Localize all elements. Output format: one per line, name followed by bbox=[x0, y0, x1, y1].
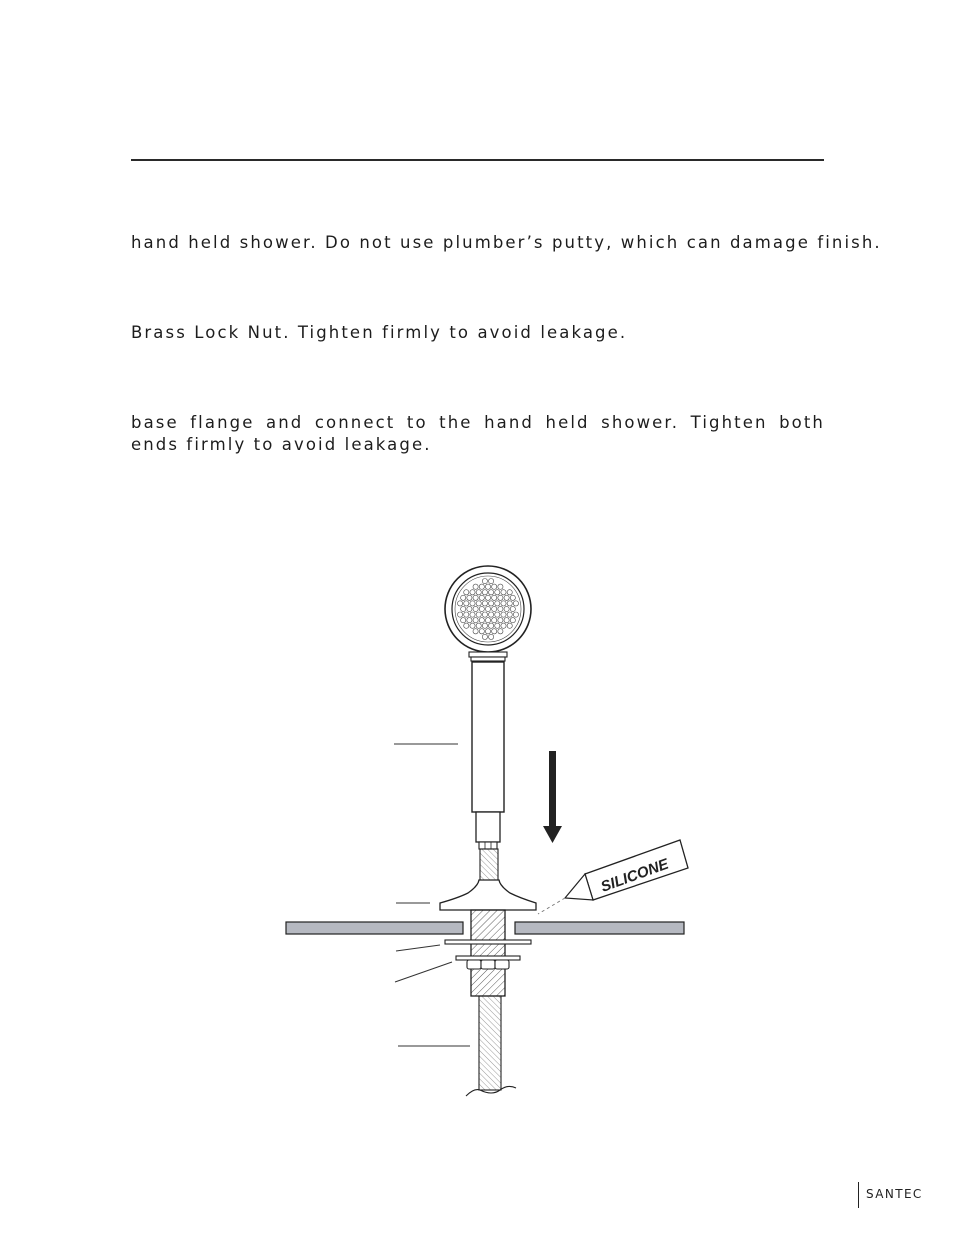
spray-hole bbox=[479, 629, 484, 634]
lower-hose bbox=[479, 996, 501, 1090]
shower-head bbox=[445, 566, 531, 661]
spray-hole bbox=[476, 612, 481, 617]
spray-hole bbox=[464, 612, 469, 617]
spray-hole bbox=[461, 618, 466, 623]
spray-hole bbox=[473, 629, 478, 634]
spray-hole bbox=[495, 601, 500, 606]
spray-hole bbox=[458, 601, 463, 606]
spray-hole bbox=[495, 612, 500, 617]
spray-hole bbox=[464, 623, 469, 628]
spray-hole bbox=[501, 590, 506, 595]
spray-hole bbox=[473, 606, 478, 611]
spray-hole bbox=[461, 606, 466, 611]
silicone-tube bbox=[538, 840, 688, 914]
spray-hole bbox=[489, 623, 494, 628]
spray-hole bbox=[498, 584, 503, 589]
countertop-right bbox=[515, 922, 684, 934]
spray-hole bbox=[501, 623, 506, 628]
spray-hole bbox=[479, 606, 484, 611]
spray-hole bbox=[498, 595, 503, 600]
spray-hole bbox=[482, 623, 487, 628]
spray-hole bbox=[473, 595, 478, 600]
hose-connector bbox=[476, 812, 500, 842]
instruction-step-2: Brass Lock Nut. Tighten firmly to avoid leakage. bbox=[131, 323, 628, 342]
spray-hole bbox=[492, 606, 497, 611]
spray-hole bbox=[479, 618, 484, 623]
spray-hole bbox=[479, 584, 484, 589]
spray-hole bbox=[513, 612, 518, 617]
connector-nut bbox=[479, 842, 497, 849]
instruction-step-3: base flange and connect to the hand held shower. Tighten both ends firmly to avoid leakage. bbox=[131, 413, 825, 454]
spray-hole bbox=[461, 595, 466, 600]
spray-hole bbox=[470, 590, 475, 595]
base-flange bbox=[440, 880, 536, 910]
spray-hole bbox=[507, 623, 512, 628]
spray-hole bbox=[489, 601, 494, 606]
brass-lock-nut bbox=[467, 960, 509, 969]
spray-hole bbox=[492, 595, 497, 600]
spray-hole bbox=[467, 595, 472, 600]
spray-hole bbox=[492, 618, 497, 623]
spray-hole bbox=[492, 629, 497, 634]
spray-hole bbox=[476, 601, 481, 606]
spray-hole bbox=[485, 629, 490, 634]
spray-hole bbox=[501, 612, 506, 617]
silicone-tube-label: SILICONE bbox=[598, 855, 671, 896]
spray-hole bbox=[482, 634, 487, 639]
countertop-left bbox=[286, 922, 463, 934]
spray-hole bbox=[510, 618, 515, 623]
spray-hole bbox=[510, 606, 515, 611]
spray-hole bbox=[510, 595, 515, 600]
installation-diagram bbox=[270, 555, 700, 1110]
spray-hole bbox=[507, 612, 512, 617]
spray-hole bbox=[485, 595, 490, 600]
spray-hole bbox=[467, 606, 472, 611]
spray-hole bbox=[476, 590, 481, 595]
spray-hole bbox=[495, 623, 500, 628]
spray-hole bbox=[513, 601, 518, 606]
spray-hole bbox=[473, 618, 478, 623]
header-divider bbox=[131, 159, 824, 161]
spray-hole bbox=[470, 601, 475, 606]
spray-hole bbox=[464, 601, 469, 606]
spray-hole bbox=[504, 606, 509, 611]
spray-hole bbox=[507, 601, 512, 606]
spray-hole bbox=[485, 606, 490, 611]
spray-hole bbox=[498, 618, 503, 623]
spray-hole bbox=[476, 623, 481, 628]
spray-hole bbox=[507, 590, 512, 595]
spray-hole bbox=[470, 612, 475, 617]
spray-hole bbox=[464, 590, 469, 595]
spray-hole bbox=[482, 590, 487, 595]
spray-hole bbox=[495, 590, 500, 595]
down-arrow-icon bbox=[543, 751, 562, 843]
spray-hole bbox=[504, 595, 509, 600]
spray-hole bbox=[482, 579, 487, 584]
spray-hole bbox=[482, 601, 487, 606]
spray-hole bbox=[458, 612, 463, 617]
lock-nut-plate bbox=[456, 956, 520, 960]
spray-hole bbox=[470, 623, 475, 628]
spray-hole bbox=[485, 584, 490, 589]
spray-hole bbox=[501, 601, 506, 606]
spray-hole bbox=[489, 612, 494, 617]
leader-lines bbox=[394, 744, 470, 1046]
washer bbox=[445, 940, 531, 944]
spray-hole bbox=[498, 629, 503, 634]
spray-hole bbox=[492, 584, 497, 589]
spray-hole bbox=[467, 618, 472, 623]
spray-hole bbox=[473, 584, 478, 589]
spray-hole bbox=[489, 590, 494, 595]
spray-hole bbox=[485, 618, 490, 623]
spray-hole bbox=[482, 612, 487, 617]
footer-brand: SANTEC bbox=[866, 1187, 923, 1201]
threaded-shank bbox=[471, 910, 505, 996]
spray-hole bbox=[489, 634, 494, 639]
footer-divider bbox=[858, 1182, 859, 1208]
instruction-step-1: hand held shower. Do not use plumber’s putty, which can damage finish. bbox=[131, 233, 882, 252]
spray-hole bbox=[489, 579, 494, 584]
spray-hole bbox=[504, 618, 509, 623]
shower-handle bbox=[472, 662, 504, 812]
spray-hole bbox=[498, 606, 503, 611]
spray-hole bbox=[479, 595, 484, 600]
